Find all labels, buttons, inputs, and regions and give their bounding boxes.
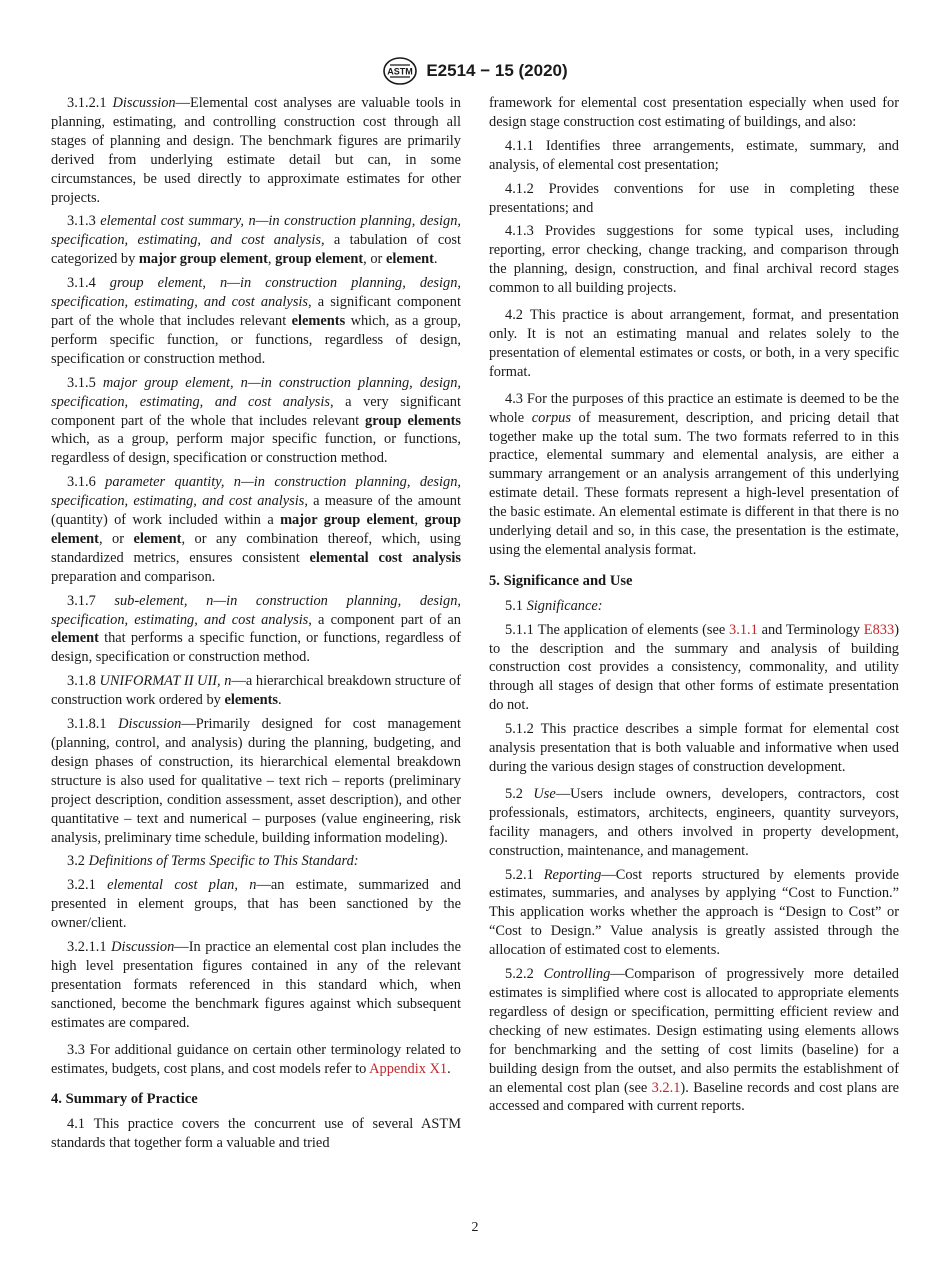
definition-parameter-quantity: 3.1.6 parameter quantity, n—in construction planning, design, specification, estimating, and cost analysis, a measure of the amount (quantity) of work included within a major group element, group element, or element, or any combination thereof, which, using standardized metrics, ensures consistent elemental cost analysis preparation and comparison. bbox=[51, 474, 461, 585]
paragraph-3-1-2-1: 3.1.2.1 Discussion—Elemental cost analyses are valuable tools in planning, estimating, and controlling construction cost through all stages of planning and design. The benchmark figures are primarily derived from underlying estimate detail but can, in some circumstances, be used directly to approximate estimates for other projects. bbox=[51, 95, 461, 206]
paragraph-5-1: 5.1 Significance: bbox=[505, 597, 603, 614]
paragraph-3-3: 3.3 For additional guidance on certain other terminology related to estimates, budgets, cost plans, and cost models refer to Appendix X1. bbox=[51, 1041, 461, 1077]
definition-sub-element: 3.1.7 sub-element, n—in construction planning, design, specification, estimating, and cost analysis, a component part of an element that performs a specific function, or functions, regardless of design, specification or construction method. bbox=[51, 592, 461, 666]
paragraph-4-1-2: 4.1.2 Provides conventions for use in completing these presentations; and bbox=[489, 180, 899, 216]
paragraph-4-2: 4.2 This practice is about arrangement, format, and presentation only. It is not an estimating manual and relates solely to the presentation of elemental estimates or costs, or both, in a very specific format. bbox=[489, 307, 899, 380]
definition-group-element: 3.1.4 group element, n—in construction planning, design, specification, estimating, and cost analysis, a significant component part of the whole that includes relevant elements which, as a group, perform specific function, or functions, regardless of design, specification or construction method. bbox=[51, 275, 462, 367]
paragraph-3-1-8-1: 3.1.8.1 Discussion—Primarily designed for cost management (planning, control, and analysis) during the planning, budgeting, and design phases of construction, its hierarchical elemental breakdown structure is also used for qualitative – text rich – reports (preliminary project description, condition assessment, asset description), and other quantitative – text and numerical – purposes (value engineering, risk analysis, preliminary time schedule, building information modeling). bbox=[51, 716, 461, 846]
paragraph-5-1-1: 5.1.1 The application of elements (see 3.1.1 and Terminology E833) to the description and the summary and analysis of building construction cost provides a consistency, commonality, and utility through all stages of design that other forms of estimate presentation do not. bbox=[489, 621, 899, 714]
section-5-heading: 5. Significance and Use bbox=[489, 572, 633, 589]
paragraph-3-2: 3.2 Definitions of Terms Specific to This Standard: bbox=[67, 853, 359, 870]
paragraph-5-1-2: 5.1.2 This practice describes a simple format for elemental cost analysis presentation that is both valuable and informative when used during the various design stages of construction development. bbox=[489, 721, 899, 775]
paragraph-4-1: 4.1 This practice covers the concurrent use of several ASTM standards that together form a valuable and tried bbox=[51, 1116, 461, 1152]
appendix-x1-link[interactable]: Appendix X1 bbox=[369, 1060, 448, 1077]
page-number: 2 bbox=[471, 1220, 479, 1235]
standard-designation: E2514 − 15 (2020) bbox=[426, 61, 568, 80]
definition-uniformat: 3.1.8 UNIFORMAT II UII, n—a hierarchical breakdown structure of construction work ordered by elements. bbox=[51, 673, 461, 709]
astm-logo-icon bbox=[382, 56, 418, 86]
left-column bbox=[51, 94, 461, 1158]
paragraph-4-3: 4.3 For the purposes of this practice an estimate is deemed to be the whole corpus of measurement, description, and pricing detail that together make up the total sum. The two formats referred to in this practice, elemental summary and elemental analysis, are either a summary arrangement or an analysis arrangement of this underlying estimate detail. These formats represent a high-level presentation of the basic estimate. An elemental estimate is different in that there is no underlying detail and so, in this case, the presentation is the estimate, using the elemental analysis format. bbox=[489, 390, 899, 558]
definition-major-group-element: 3.1.5 major group element, n—in construction planning, design, specification, estimating, and cost analysis, a very significant component part of the whole that includes relevant group elements which, as a group, perform major specific function, or functions, regardless of design, specification or construction method. bbox=[51, 374, 461, 467]
page-header bbox=[0, 56, 950, 86]
paragraph-5-2-1: 5.2.1 Reporting—Cost reports structured by elements provide estimates, summaries, and analyses by applying “Cost to Function.” This application works whether the approach is “Design to Cost” or “Cost to Design.” Value analysis is greatly assisted through the allocation of estimated cost to elements. bbox=[489, 866, 899, 959]
definition-elemental-cost-summary: 3.1.3 elemental cost summary, n—in construction planning, design, specification, estimating, and cost analysis, a tabulation of cost categorized by major group element, group element, or element. bbox=[51, 213, 461, 268]
section-3-1-1-link[interactable]: 3.1.1 bbox=[729, 621, 758, 638]
paragraph-3-2-1-1: 3.2.1.1 Discussion—In practice an elemental cost plan includes the high level presentation figures contained in any of the relevant presentation formats referenced in this standard which, when sanctioned, become the benchmark figures against which subsequent estimates are compared. bbox=[51, 939, 461, 1031]
paragraph-4-1-1: 4.1.1 Identifies three arrangements, estimate, summary, and analysis, of elemental cost presentation; bbox=[489, 137, 899, 173]
right-column bbox=[489, 94, 899, 1121]
e833-link[interactable]: E833 bbox=[863, 621, 895, 638]
section-3-2-1-link[interactable]: 3.2.1 bbox=[651, 1079, 681, 1096]
definition-elemental-cost-plan: 3.2.1 elemental cost plan, n—an estimate, summarized and presented in element groups, that has been sanctioned by the owner/client. bbox=[51, 877, 461, 932]
section-4-heading: 4. Summary of Practice bbox=[51, 1091, 198, 1108]
paragraph-5-2: 5.2 Use—Users include owners, developers, contractors, cost professionals, estimators, architects, engineers, quantity surveyors, facility managers, and others involved in property development, construction, maintenance, and management. bbox=[489, 785, 899, 859]
svg-text:ASTM: ASTM bbox=[387, 66, 414, 77]
paragraph-4-1-3: 4.1.3 Provides suggestions for some typical uses, including reporting, error checking, change tracking, and comparison through the planning, design, construction, and final archival record stages common to all building projects. bbox=[489, 223, 899, 297]
paragraph-4-1-continued: framework for elemental cost presentation especially when used for design stage construction cost estimating of buildings, and also: bbox=[489, 95, 899, 130]
paragraph-5-2-2: 5.2.2 Controlling—Comparison of progressively more detailed estimates is simplified where cost is allocated to appropriate elements regardless of design or specification, permitting efficient review and checking of new estimates. Design estimating using elements allows for benchmarking and the setting of cost limits (baseline) for a building design from the outset, and also permits the establishment of an elemental cost plan (see 3.2.1). Baseline records and cost plans are accessed and compared with current reports. bbox=[489, 966, 899, 1115]
